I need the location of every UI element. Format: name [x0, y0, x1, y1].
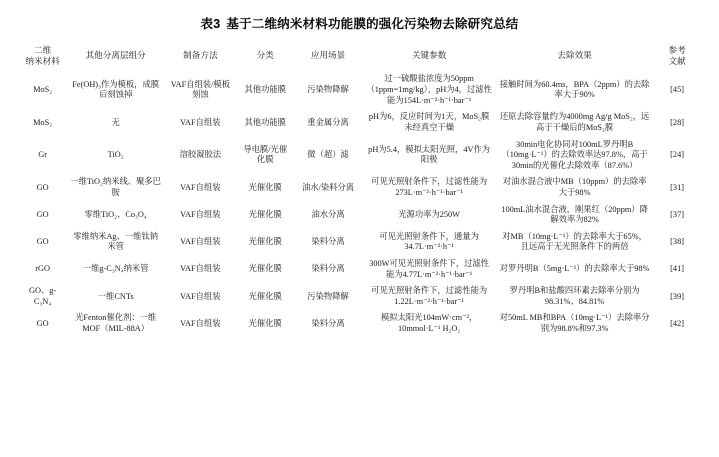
cell-scenario: 油水分离	[311, 209, 345, 219]
cell-category: 导电膜/光催化膜	[243, 144, 288, 165]
cell-other-components: 一维CNTs	[97, 291, 134, 301]
table-row	[18, 202, 701, 229]
cell-scenario: 污染物降解	[307, 85, 349, 95]
cell-key-parameters: 可见光照射条件下，通量为34.7L·m⁻²·h⁻¹	[379, 231, 479, 252]
table-header	[18, 40, 701, 71]
cell-material: Gr	[38, 150, 47, 160]
cell-other-components: 零维TiO₂、Co₃O₄	[84, 209, 147, 219]
cell-removal-effect: 对50mL MB和BPA（10mg·L⁻¹）去除率分别为98.8%和97.3%	[499, 313, 650, 334]
column-header-scenario: 应用场景	[310, 50, 346, 61]
cell-key-parameters: 可见光照射条件下，过滤性能为273L·m⁻²·h⁻¹·bar⁻¹	[371, 177, 488, 197]
cell-removal-effect: 对MB（10mg·L⁻¹）的去除率大于65%，且远高于无光照条件下的两倍	[502, 231, 647, 252]
cell-removal-effect: 30min电化协同对100mL罗丹明B（10mg·L⁻¹）的去除效率达97.8%，高于30min的光催化去除效率（87.6%）	[501, 139, 648, 170]
cell-other-components: TiO₂	[107, 150, 124, 160]
cell-method: VAF自组装	[180, 209, 221, 219]
cell-removal-effect: 对罗丹明B（5mg·L⁻¹）的去除率大于98%	[499, 264, 650, 274]
cell-method: VAF自组装	[180, 264, 221, 274]
cell-method: VAF自组装/模板刻蚀	[170, 79, 231, 100]
cell-material: GO	[36, 237, 49, 247]
table-row	[18, 109, 701, 136]
cell-method: VAF自组装	[180, 318, 221, 328]
cell-key-parameters: pH为5.4，模拟太阳光照，4V作为阳极	[368, 144, 491, 165]
cell-category: 光催化膜	[248, 318, 282, 328]
cell-category: 光催化膜	[248, 291, 282, 301]
cell-reference: [38]	[670, 237, 684, 247]
cell-category: 光催化膜	[248, 237, 282, 247]
cell-removal-effect: 接触时间为60.4ms，BPA（2ppm）的去除率大于90%	[499, 79, 650, 100]
cell-material: MoS₂	[33, 85, 53, 95]
cell-category: 光催化膜	[248, 264, 282, 274]
column-header-category: 分类	[256, 50, 274, 61]
cell-scenario: 染料分离	[311, 318, 345, 328]
cell-key-parameters: 模拟太阳光104mW·cm⁻²，10mmol·L⁻¹ H₂O₂	[380, 313, 478, 334]
cell-category: 其他功能膜	[244, 85, 286, 95]
cell-other-components: 无	[111, 117, 120, 127]
cell-material: GO	[36, 318, 49, 328]
column-header-key-parameters: 关键参数	[411, 50, 447, 61]
table-row	[18, 174, 701, 201]
cell-key-parameters: 光源功率为250W	[398, 209, 461, 219]
table-row	[18, 137, 701, 175]
cell-reference: [41]	[670, 264, 684, 274]
table-caption-text: 基于二维纳米材料功能膜的强化污染物去除研究总结	[226, 17, 519, 31]
table-body	[18, 71, 701, 337]
cell-material: MoS₂	[33, 117, 53, 127]
cell-scenario: 油水/染料分离	[302, 182, 355, 192]
cell-reference: [24]	[670, 150, 684, 160]
cell-scenario: 污染物降解	[307, 291, 349, 301]
column-header-reference: 参考 文献	[668, 45, 686, 66]
table-row	[18, 310, 701, 337]
cell-reference: [45]	[670, 85, 684, 95]
cell-reference: [37]	[670, 209, 684, 219]
table-row	[18, 256, 701, 283]
cell-reference: [39]	[670, 291, 684, 301]
cell-other-components: 光Fenton催化剂：一维MOF（MIL-88A）	[75, 313, 157, 334]
cell-method: VAF自组装	[180, 237, 221, 247]
cell-material: GO、g-C₃N₄	[28, 286, 57, 306]
cell-category: 光催化膜	[248, 182, 282, 192]
column-header-removal-effect: 去除效果	[557, 50, 592, 61]
column-header-other-components: 其他分离层组分	[85, 50, 146, 61]
cell-material: GO	[36, 209, 49, 219]
column-header-method: 制备方法	[183, 50, 218, 61]
cell-other-components: 一维TiO₂纳米线、聚多巴胺	[70, 177, 161, 197]
cell-other-components: 一维g-C₃N₄纳米管	[82, 264, 149, 274]
cell-removal-effect: 还原去除容量约为4000mg Ag/g MoS₂，远高于干燥后的MoS₂膜	[499, 112, 650, 132]
column-header-material: 二维 纳米材料	[25, 45, 60, 66]
cell-key-parameters: 可见光照射条件下，过滤性能为1.22L·m⁻²·h⁻¹·bar⁻¹	[371, 286, 488, 306]
cell-key-parameters: 300W可见光照射条件下，过滤性能为4.77L·m⁻²·h⁻¹·bar⁻¹	[369, 259, 490, 279]
table-number: 表3	[200, 17, 221, 31]
cell-category: 其他功能膜	[244, 117, 286, 127]
cell-scenario: 染料分离	[311, 237, 345, 247]
results-table	[18, 40, 701, 338]
cell-scenario: 微（超）滤	[307, 150, 349, 160]
cell-reference: [28]	[670, 117, 684, 127]
cell-scenario: 重金属分离	[307, 117, 349, 127]
cell-material: GO	[36, 182, 49, 192]
cell-scenario: 染料分离	[311, 264, 345, 274]
cell-reference: [42]	[670, 318, 684, 328]
table-row	[18, 71, 701, 109]
cell-method: 溶胶凝胶法	[179, 150, 222, 160]
cell-other-components: Fe(OH)₃作为模板，成膜后刻蚀掉	[72, 79, 160, 100]
cell-other-components: 零维纳米Ag、一维钛钠米管	[73, 231, 159, 252]
cell-category: 光催化膜	[248, 209, 282, 219]
cell-removal-effect: 罗丹明B和盐酸四环素去除率分别为98.31%、84.81%	[509, 286, 640, 306]
cell-removal-effect: 100mL油水混合液，刚果红（20ppm）降解效率为82%	[501, 204, 648, 225]
table-row	[18, 283, 701, 310]
table-row	[18, 229, 701, 256]
cell-removal-effect: 对油水混合液中MB（10ppm）的去除率大于98%	[502, 177, 647, 197]
cell-material: rGO	[35, 264, 50, 274]
cell-key-parameters: pH为6，反应时间为1天，MoS₂膜未经真空干燥	[368, 112, 490, 132]
cell-key-parameters: 过一硫酸盐浓度为50ppm（1ppm=1mg/kg），pH为4，过滤性能为154L·m⁻²·h⁻¹·bar⁻¹	[366, 74, 492, 105]
cell-reference: [31]	[670, 182, 684, 192]
cell-method: VAF自组装	[180, 117, 221, 127]
cell-method: VAF自组装	[180, 291, 221, 301]
cell-method: VAF自组装	[180, 182, 221, 192]
table-title	[18, 14, 701, 32]
